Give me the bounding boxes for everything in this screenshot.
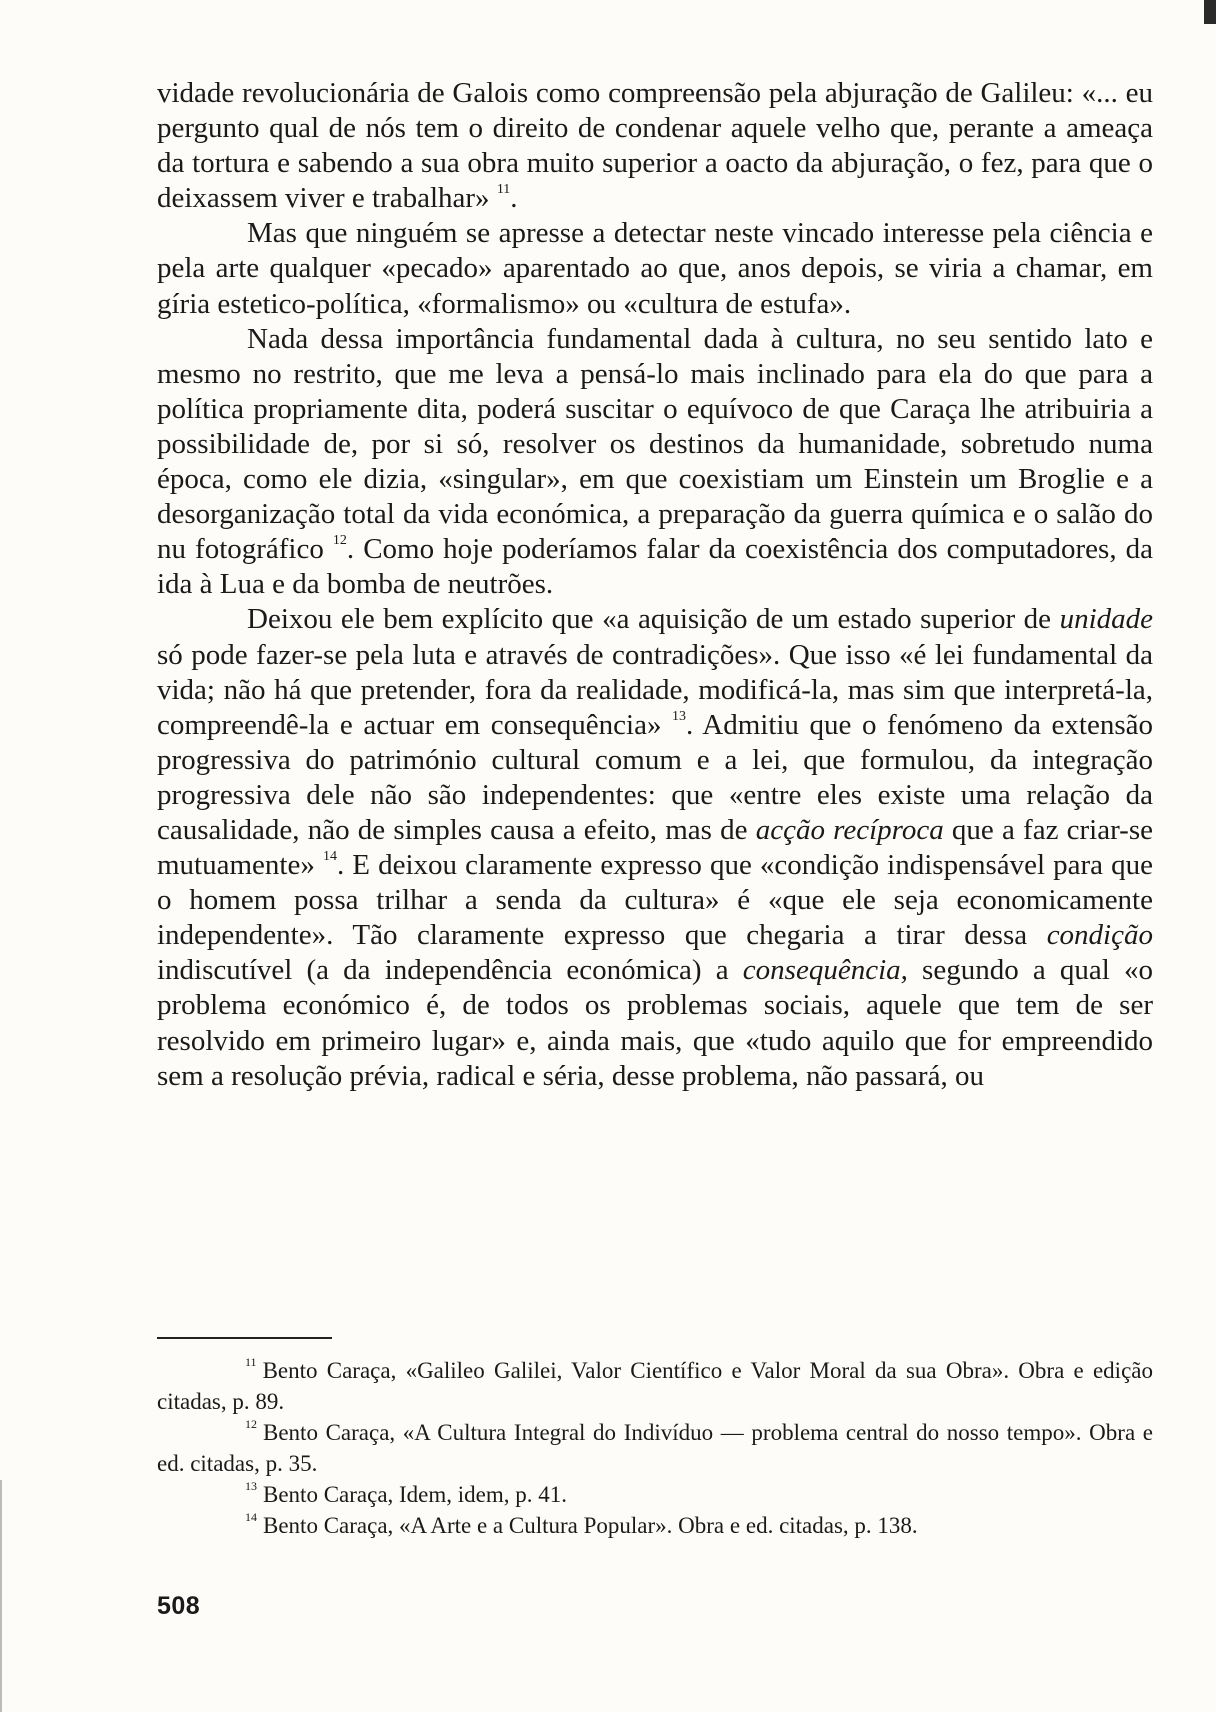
- footnote: [157, 1355, 1153, 1417]
- footnote-text: Bento Caraça, Idem, idem, p. 41.: [263, 1482, 568, 1507]
- paragraph: [157, 76, 1153, 216]
- emphasis-text: consequência,: [742, 954, 908, 987]
- body-text: [157, 76, 1153, 1094]
- text-run: . Admitiu que o fenómeno da extensão progressiva do património cultural comum e a lei, que formulou, da integração progressiva dele não são independentes: que «entre eles existe uma relação da causalidade, não de simples causa a efeito, mas de: [157, 708, 1153, 846]
- page-body: [157, 76, 1153, 1094]
- footnote-text: Bento Caraça, «A Cultura Integral do Indivíduo — problema central do nosso tempo». Obra e ed. citadas, p. 35.: [157, 1420, 1153, 1476]
- text-run: vidade revolucionária de Galois como compreensão pela abjuração de Galileu: «... eu pergunto qual de nós tem o direito de condenar aquele velho que, perante a ameaça da tortura e sabendo a sua obra muito superior a oacto da abjuração, o fez, para que o deixassem viver e trabalhar»: [157, 77, 1153, 215]
- text-run: . Como hoje poderíamos falar da coexistência dos computadores, da ida à Lua e da bomba de neutrões.: [157, 533, 1153, 601]
- emphasis-text: acção recíproca: [755, 813, 944, 846]
- text-run: Mas que ninguém se apresse a detectar neste vincado interesse pela ciência e pela arte qualquer «pecado» aparentado ao que, anos depois, se viria a chamar, em gíria estetico-política, «formalismo» ou «cultura de estufa».: [157, 217, 1153, 320]
- text-run: só pode fazer-se pela luta e através de contradições». Que isso «é lei fundamental da vida; não há que pretender, fora da realidade, modificá-la, mas sim que interpretá-la, compreendê-la e actuar em consequência»: [157, 638, 1153, 741]
- footnote: [157, 1417, 1153, 1479]
- text-run: . E deixou claramente expresso que «condição indispensável para que o homem possa trilhar a senda da cultura» é «que ele seja economicamente independente». Tão claramente expresso que chegaria a tirar dessa: [157, 849, 1153, 952]
- footnote-ref: 12: [332, 533, 347, 549]
- text-run: Nada dessa importância fundamental dada à cultura, no seu sentido lato e mesmo no restrito, que me leva a pensá-lo mais inclinado para ela do que para a política propriamente dita, poderá suscitar o equívoco de que Caraça lhe atribuiria a possibilidade de, por si só, resolver os destinos da humanidade, sobretudo numa época, como ele dizia, «singular», em que coexistiam um Einstein um Broglie e a desorganização total da vida económica, a preparação da guerra química e o salão do nu fotográfico: [157, 322, 1153, 566]
- emphasis-text: condição: [1046, 919, 1153, 952]
- footnote-rule: [157, 1337, 332, 1339]
- footnote-number: 13: [245, 1479, 257, 1493]
- footnote-ref: 11: [496, 182, 511, 198]
- footnote-text: Bento Caraça, «A Arte e a Cultura Popular». Obra e ed. citadas, p. 138.: [263, 1513, 918, 1538]
- scan-left-edge: [0, 1480, 2, 1712]
- text-run: Deixou ele bem explícito que «a aquisição de um estado superior de: [247, 603, 1060, 636]
- footnote-ref: 14: [322, 849, 337, 865]
- text-run: indiscutível (a da independência económica) a: [157, 954, 743, 987]
- paragraph: [157, 216, 1153, 321]
- footnote-number: 11: [245, 1355, 257, 1369]
- footnotes: [157, 1355, 1153, 1541]
- paragraph: [157, 602, 1153, 1093]
- text-run: .: [510, 182, 518, 215]
- footnote: [157, 1510, 1153, 1541]
- footnote-number: 12: [245, 1417, 257, 1431]
- paragraph: [157, 322, 1153, 603]
- text-run: segundo a qual «o problema económico é, de todos os problemas sociais, aquele que tem de ser resolvido em primeiro lugar» e, ainda mais, que «tudo aquilo que for empreendido sem a resolução prévia, radical e séria, desse problema, não passará, ou: [157, 954, 1153, 1092]
- page-number: 508: [157, 1592, 201, 1620]
- text-run: que a faz criar-se mutuamente»: [157, 813, 1153, 882]
- footnote-number: 14: [245, 1510, 257, 1524]
- emphasis-text: unidade: [1059, 603, 1153, 636]
- scan-edge-mark: [1204, 0, 1216, 24]
- footnote: [157, 1479, 1153, 1510]
- footnote-text: Bento Caraça, «Galileo Galilei, Valor Científico e Valor Moral da sua Obra». Obra e edição citadas, p. 89.: [157, 1358, 1153, 1414]
- footnote-ref: 13: [672, 708, 687, 724]
